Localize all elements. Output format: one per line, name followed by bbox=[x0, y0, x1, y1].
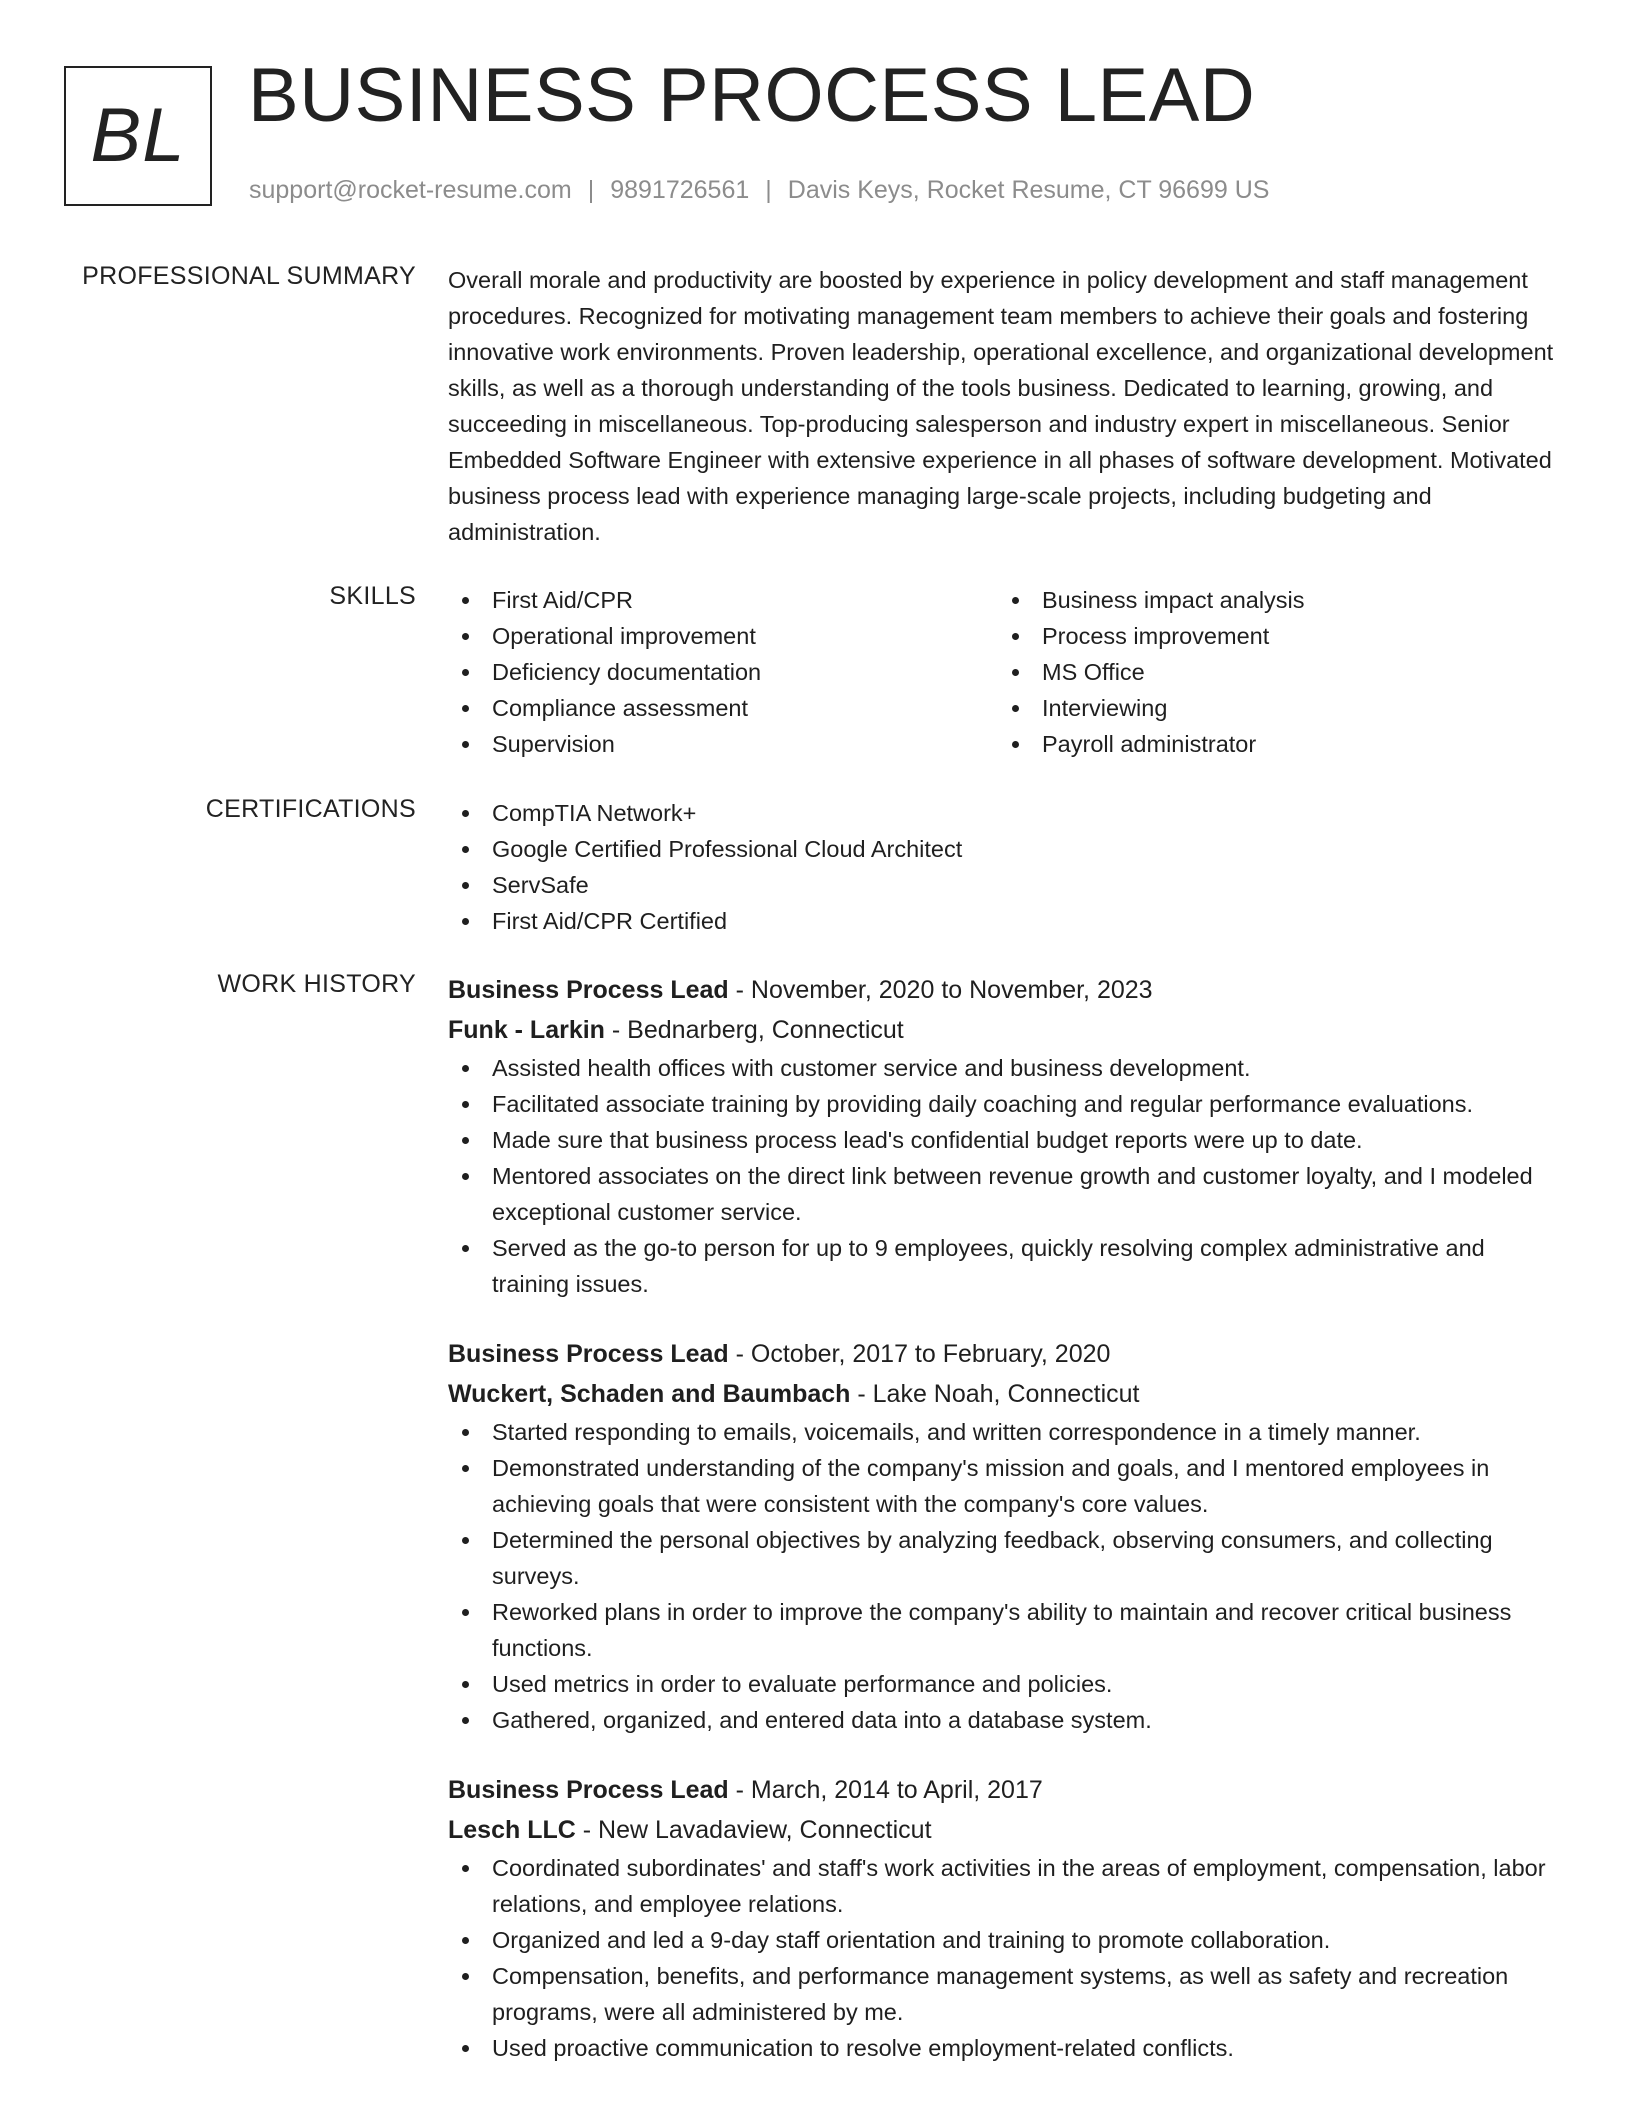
job-role-line bbox=[448, 1770, 1568, 1810]
job-company: Wuckert, Schaden and Baumbach bbox=[448, 1380, 851, 1408]
job-location: - New Lavadaview, Connecticut bbox=[575, 1816, 932, 1844]
skill-item: Payroll administrator bbox=[998, 726, 1548, 762]
summary-text: Overall morale and productivity are boosted by experience in policy development and staff management procedures. Recognized for motivating management team members to achieve their goals and fostering innovative work environments. Proven leadership, operational excellence, and organizational development skills, as well as a thorough understanding of the tools business. Dedicated to learning, growing, and succeeding in miscellaneous. Top-producing salesperson and industry expert in miscellaneous. Senior Embedded Software Engineer with extensive experience in all phases of software development. Motivated business process lead with experience managing large-scale projects, including budgeting and administration. bbox=[448, 267, 1554, 545]
job-duty: Used proactive communication to resolve employment-related conflicts. bbox=[448, 2030, 1568, 2066]
job-company-line bbox=[448, 1810, 1568, 1850]
job-duty: Assisted health offices with customer service and business development. bbox=[448, 1050, 1568, 1086]
skills-heading: SKILLS bbox=[329, 582, 416, 610]
job-dates: - March, 2014 to April, 2017 bbox=[728, 1776, 1043, 1804]
skills-list-right bbox=[998, 582, 1548, 762]
job-duty: Reworked plans in order to improve the company's ability to maintain and recover critical business functions. bbox=[448, 1594, 1568, 1666]
monogram-box bbox=[64, 66, 212, 206]
contact-email[interactable]: support@rocket-resume.com bbox=[249, 176, 572, 204]
job-role: Business Process Lead bbox=[448, 1776, 729, 1804]
certification-item: First Aid/CPR Certified bbox=[448, 903, 1568, 939]
job-duty: Coordinated subordinates' and staff's work activities in the areas of employment, compensation, labor relations, and employee relations. bbox=[448, 1850, 1568, 1922]
job-company-line bbox=[448, 1374, 1568, 1414]
job-duties bbox=[448, 1050, 1568, 1302]
contact-line bbox=[249, 176, 1269, 205]
certifications-list bbox=[448, 795, 1568, 939]
job-duty: Demonstrated understanding of the company's mission and goals, and I mentored employees in achieving goals that were consistent with the company's core values. bbox=[448, 1450, 1568, 1522]
job-role: Business Process Lead bbox=[448, 976, 729, 1004]
job-duty: Used metrics in order to evaluate performance and policies. bbox=[448, 1666, 1568, 1702]
summary-heading: PROFESSIONAL SUMMARY bbox=[82, 262, 416, 290]
job-role: Business Process Lead bbox=[448, 1340, 729, 1368]
work-history-heading: WORK HISTORY bbox=[217, 970, 416, 998]
certification-item: Google Certified Professional Cloud Architect bbox=[448, 831, 1568, 867]
resume-title: BUSINESS PROCESS LEAD bbox=[248, 53, 1256, 138]
job-location: - Bednarberg, Connecticut bbox=[604, 1016, 904, 1044]
job-duty: Determined the personal objectives by analyzing feedback, observing consumers, and collecting surveys. bbox=[448, 1522, 1568, 1594]
skill-item: Operational improvement bbox=[448, 618, 998, 654]
job-duty: Served as the go-to person for up to 9 employees, quickly resolving complex administrative and training issues. bbox=[448, 1230, 1568, 1302]
job-location: - Lake Noah, Connecticut bbox=[850, 1380, 1140, 1408]
skill-item: First Aid/CPR bbox=[448, 582, 998, 618]
job-entry bbox=[448, 1770, 1568, 2066]
work-history-body bbox=[448, 970, 1568, 2098]
job-duties bbox=[448, 1850, 1568, 2066]
job-role-line bbox=[448, 1334, 1568, 1374]
summary-body bbox=[448, 262, 1568, 550]
skill-item: Interviewing bbox=[998, 690, 1548, 726]
job-dates: - November, 2020 to November, 2023 bbox=[728, 976, 1153, 1004]
skills-body bbox=[448, 582, 1568, 762]
certification-item: ServSafe bbox=[448, 867, 1568, 903]
monogram-initials: BL bbox=[90, 93, 186, 178]
job-duty: Gathered, organized, and entered data into a database system. bbox=[448, 1702, 1568, 1738]
skill-item: Deficiency documentation bbox=[448, 654, 998, 690]
skills-grid bbox=[448, 582, 1568, 762]
job-role-line bbox=[448, 970, 1568, 1010]
contact-address: Davis Keys, Rocket Resume, CT 96699 US bbox=[787, 176, 1270, 204]
skill-item: Supervision bbox=[448, 726, 998, 762]
skills-list-left bbox=[448, 582, 998, 762]
contact-phone[interactable]: 9891726561 bbox=[610, 176, 750, 204]
certifications-body bbox=[448, 795, 1568, 939]
job-duty: Compensation, benefits, and performance management systems, as well as safety and recreation programs, were all administered by me. bbox=[448, 1958, 1568, 2030]
certification-item: CompTIA Network+ bbox=[448, 795, 1568, 831]
job-duty: Mentored associates on the direct link between revenue growth and customer loyalty, and I modeled exceptional customer service. bbox=[448, 1158, 1568, 1230]
job-duty: Organized and led a 9-day staff orientation and training to promote collaboration. bbox=[448, 1922, 1568, 1958]
job-entry bbox=[448, 970, 1568, 1302]
skill-item: Compliance assessment bbox=[448, 690, 998, 726]
contact-separator: | bbox=[587, 176, 595, 204]
contact-separator: | bbox=[765, 176, 772, 204]
certifications-heading: CERTIFICATIONS bbox=[205, 795, 416, 823]
job-company: Lesch LLC bbox=[448, 1816, 576, 1844]
job-company: Funk - Larkin bbox=[448, 1016, 605, 1044]
job-duty: Started responding to emails, voicemails, and written correspondence in a timely manner. bbox=[448, 1414, 1568, 1450]
skill-item: Business impact analysis bbox=[998, 582, 1548, 618]
job-duties bbox=[448, 1414, 1568, 1738]
job-duty: Facilitated associate training by providing daily coaching and regular performance evaluations. bbox=[448, 1086, 1568, 1122]
skill-item: Process improvement bbox=[998, 618, 1548, 654]
job-duty: Made sure that business process lead's confidential budget reports were up to date. bbox=[448, 1122, 1568, 1158]
job-dates: - October, 2017 to February, 2020 bbox=[728, 1340, 1111, 1368]
job-company-line bbox=[448, 1010, 1568, 1050]
skill-item: MS Office bbox=[998, 654, 1548, 690]
job-entry bbox=[448, 1334, 1568, 1738]
